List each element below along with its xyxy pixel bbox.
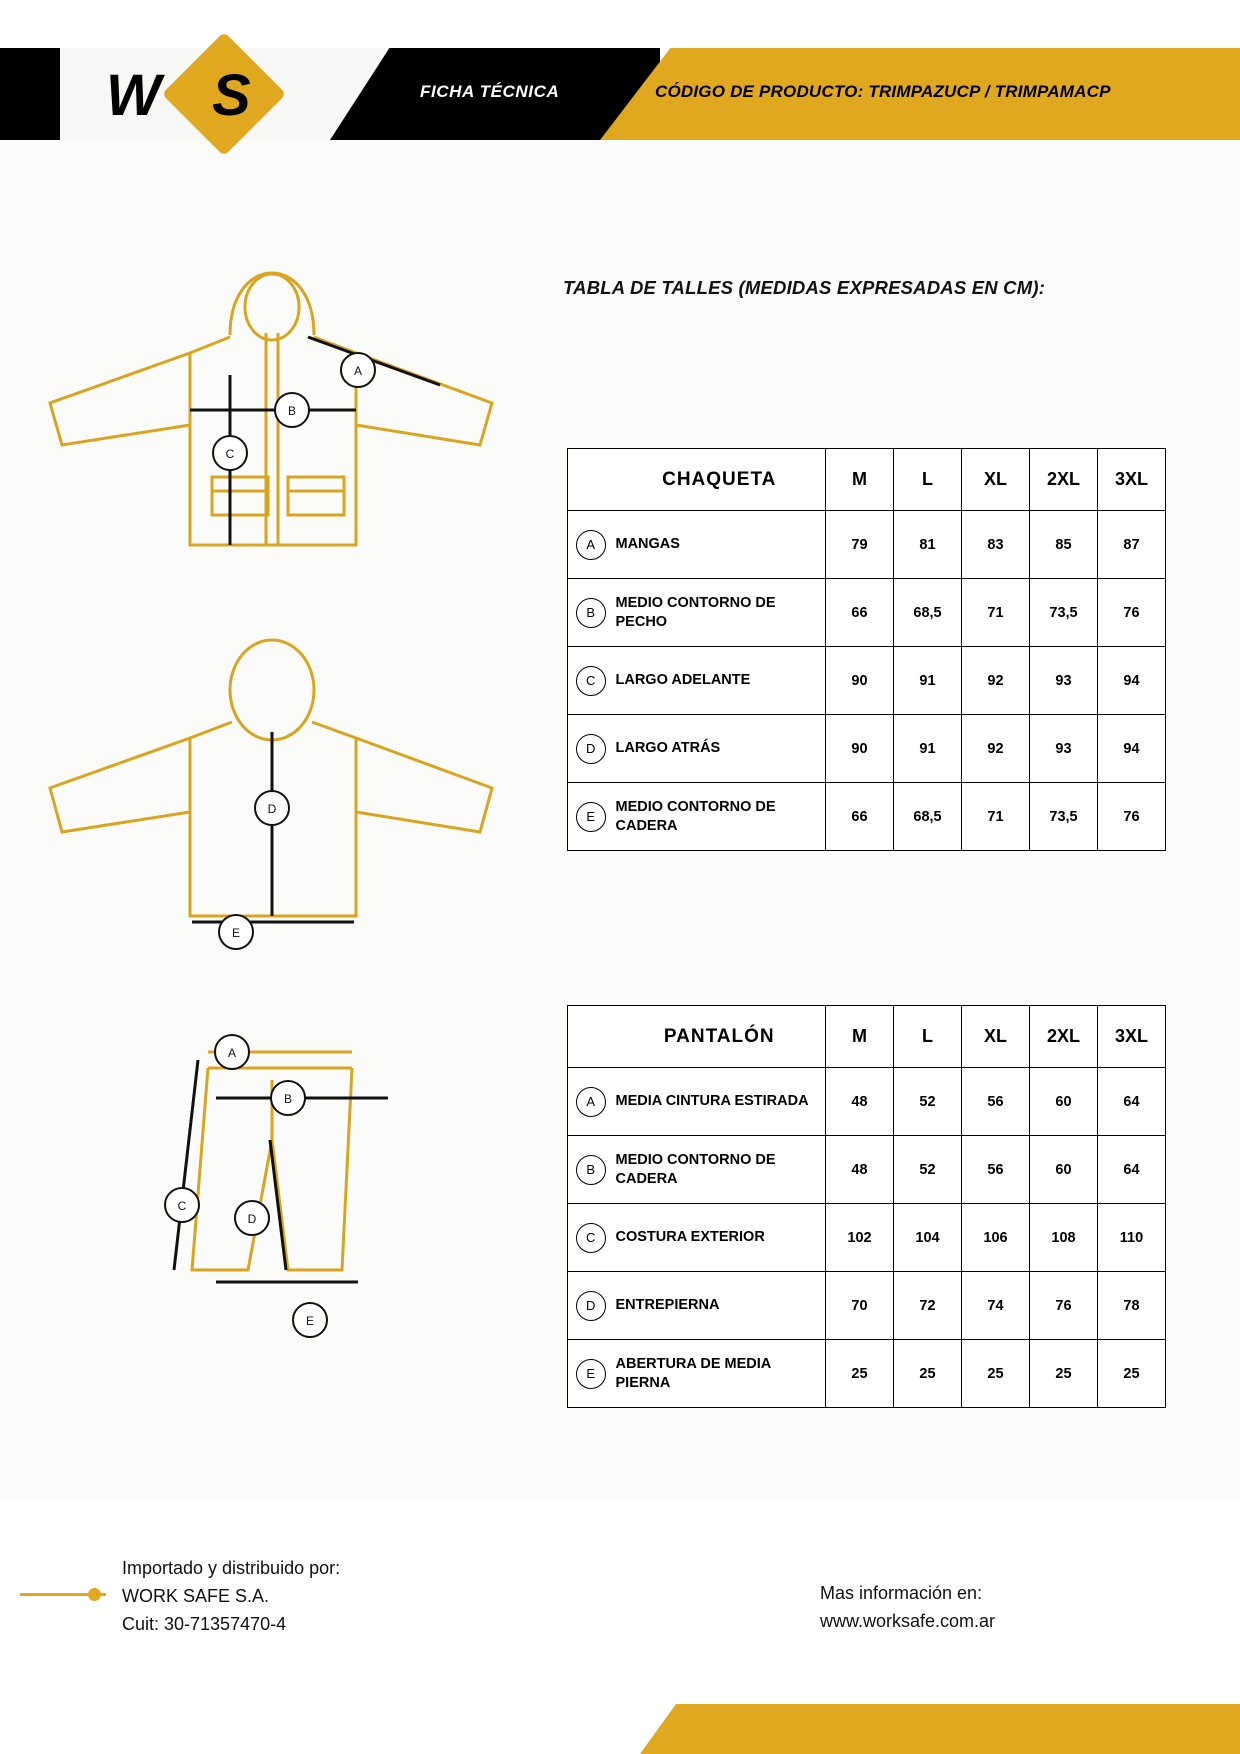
- row-ref-badge: [568, 1340, 614, 1408]
- cell-xl: 83: [962, 511, 1030, 579]
- cell-m: 90: [826, 715, 894, 783]
- cell-3xl: 110: [1098, 1204, 1166, 1272]
- cell-xl: 56: [962, 1136, 1030, 1204]
- footer-website[interactable]: www.worksafe.com.ar: [820, 1610, 996, 1631]
- size-header-m: M: [826, 1006, 894, 1068]
- footer-info-block: [820, 1580, 995, 1636]
- row-ref-badge: [568, 783, 614, 851]
- cell-3xl: 25: [1098, 1340, 1166, 1408]
- cell-l: 25: [894, 1340, 962, 1408]
- row-ref-badge: [568, 715, 614, 783]
- cell-2xl: 108: [1030, 1204, 1098, 1272]
- size-header-3xl: 3XL: [1098, 1006, 1166, 1068]
- badge-c: C: [576, 666, 606, 696]
- table-row: [568, 1272, 1166, 1340]
- size-header-2xl: 2XL: [1030, 1006, 1098, 1068]
- cell-xl: 71: [962, 579, 1030, 647]
- pants-diagram: [120, 1020, 450, 1350]
- size-table-chaqueta: [567, 448, 1166, 851]
- footer-distributor-block: [122, 1555, 340, 1639]
- table-row: [568, 647, 1166, 715]
- logo-letter-w: W: [106, 63, 159, 128]
- cell-m: 48: [826, 1136, 894, 1204]
- size-header-xl: XL: [962, 1006, 1030, 1068]
- table-title-cell: CHAQUETA: [614, 449, 826, 511]
- row-label: LARGO ATRÁS: [614, 715, 826, 783]
- cell-xl: 106: [962, 1204, 1030, 1272]
- cell-l: 72: [894, 1272, 962, 1340]
- cell-3xl: 76: [1098, 579, 1166, 647]
- row-label: MEDIO CONTORNO DE CADERA: [614, 783, 826, 851]
- footer-cuit: Cuit: 30-71357470-4: [122, 1613, 287, 1634]
- badge-e: E: [576, 802, 606, 832]
- cell-xl: 56: [962, 1068, 1030, 1136]
- size-header-l: L: [894, 1006, 962, 1068]
- size-header-xl: XL: [962, 449, 1030, 511]
- table-row: [568, 1204, 1166, 1272]
- cell-l: 104: [894, 1204, 962, 1272]
- badge-b: B: [576, 598, 606, 628]
- cell-m: 66: [826, 783, 894, 851]
- cell-l: 52: [894, 1068, 962, 1136]
- cell-3xl: 76: [1098, 783, 1166, 851]
- footer-distributor-intro: Importado y distribuido por:: [122, 1558, 341, 1578]
- row-ref-badge: [568, 1068, 614, 1136]
- badge-d: D: [576, 1291, 606, 1321]
- row-ref-badge: [568, 1136, 614, 1204]
- badge-e: E: [576, 1359, 606, 1389]
- callout-d-label: D: [267, 802, 277, 816]
- row-label: ENTREPIERNA: [614, 1272, 826, 1340]
- cell-2xl: 93: [1030, 647, 1098, 715]
- cell-2xl: 73,5: [1030, 783, 1098, 851]
- pants-callout-d-label: D: [247, 1212, 257, 1226]
- table-row: [568, 715, 1166, 783]
- cell-xl: 92: [962, 647, 1030, 715]
- table-row: [568, 511, 1166, 579]
- callout-b-label: B: [287, 404, 297, 418]
- cell-2xl: 60: [1030, 1068, 1098, 1136]
- size-header-2xl: 2XL: [1030, 449, 1098, 511]
- jacket-back-diagram: [40, 620, 500, 990]
- cell-m: 25: [826, 1340, 894, 1408]
- cell-2xl: 25: [1030, 1340, 1098, 1408]
- header-ficha-label: FICHA TÉCNICA: [420, 82, 560, 101]
- pants-callout-b-label: B: [283, 1092, 293, 1106]
- badge-a: A: [576, 1087, 606, 1117]
- footer-info-intro: Mas información en:: [820, 1583, 983, 1603]
- badge-a: A: [576, 530, 606, 560]
- cell-xl: 25: [962, 1340, 1030, 1408]
- table-header-row: [568, 449, 1166, 511]
- pants-callout-a-label: A: [227, 1046, 237, 1060]
- row-ref-badge: [568, 1272, 614, 1340]
- cell-3xl: 64: [1098, 1136, 1166, 1204]
- callout-a-label: A: [353, 364, 363, 378]
- row-ref-badge: [568, 647, 614, 715]
- size-header-3xl: 3XL: [1098, 449, 1166, 511]
- badge-c: C: [576, 1223, 606, 1253]
- cell-3xl: 78: [1098, 1272, 1166, 1340]
- header-ref-cell: [568, 449, 614, 511]
- pants-callout-e-label: E: [305, 1314, 315, 1328]
- table-row: [568, 1068, 1166, 1136]
- cell-m: 66: [826, 579, 894, 647]
- size-table-title: TABLA DE TALLES (MEDIDAS EXPRESADAS EN CM):: [563, 277, 1046, 298]
- cell-3xl: 94: [1098, 647, 1166, 715]
- jacket-front-diagram: [40, 255, 500, 595]
- row-ref-badge: [568, 1204, 614, 1272]
- cell-l: 52: [894, 1136, 962, 1204]
- cell-2xl: 93: [1030, 715, 1098, 783]
- table-row: [568, 579, 1166, 647]
- row-label: ABERTURA DE MEDIA PIERNA: [614, 1340, 826, 1408]
- cell-3xl: 64: [1098, 1068, 1166, 1136]
- brand-logo: [96, 50, 306, 138]
- row-label: LARGO ADELANTE: [614, 647, 826, 715]
- cell-2xl: 73,5: [1030, 579, 1098, 647]
- cell-l: 91: [894, 715, 962, 783]
- cell-xl: 74: [962, 1272, 1030, 1340]
- footer-accent-dot: [88, 1588, 101, 1601]
- table-header-row: [568, 1006, 1166, 1068]
- badge-b: B: [576, 1155, 606, 1185]
- cell-2xl: 85: [1030, 511, 1098, 579]
- cell-l: 91: [894, 647, 962, 715]
- table-title-cell: PANTALÓN: [614, 1006, 826, 1068]
- cell-l: 68,5: [894, 579, 962, 647]
- size-header-l: L: [894, 449, 962, 511]
- cell-xl: 92: [962, 715, 1030, 783]
- cell-l: 68,5: [894, 783, 962, 851]
- header-product-code: CÓDIGO DE PRODUCTO: TRIMPAZUCP / TRIMPAMACP: [655, 82, 1111, 101]
- table-row: [568, 1136, 1166, 1204]
- cell-3xl: 94: [1098, 715, 1166, 783]
- footer-yellow-band: [640, 1704, 1240, 1754]
- logo-letter-s: S: [212, 63, 251, 128]
- pants-callout-c-label: C: [177, 1199, 187, 1213]
- callout-e-label: E: [231, 926, 241, 940]
- cell-m: 70: [826, 1272, 894, 1340]
- cell-3xl: 87: [1098, 511, 1166, 579]
- cell-m: 48: [826, 1068, 894, 1136]
- row-label: COSTURA EXTERIOR: [614, 1204, 826, 1272]
- row-label: MEDIO CONTORNO DE PECHO: [614, 579, 826, 647]
- table-row: [568, 1340, 1166, 1408]
- row-label: MEDIO CONTORNO DE CADERA: [614, 1136, 826, 1204]
- cell-l: 81: [894, 511, 962, 579]
- footer-company-name: WORK SAFE S.A.: [122, 1585, 270, 1606]
- table-row: [568, 783, 1166, 851]
- row-label: MEDIA CINTURA ESTIRADA: [614, 1068, 826, 1136]
- header-ref-cell: [568, 1006, 614, 1068]
- callout-c-label: C: [225, 447, 235, 461]
- cell-xl: 71: [962, 783, 1030, 851]
- size-header-m: M: [826, 449, 894, 511]
- size-table-pantalon: [567, 1005, 1166, 1408]
- cell-2xl: 60: [1030, 1136, 1098, 1204]
- row-ref-badge: [568, 579, 614, 647]
- row-ref-badge: [568, 511, 614, 579]
- cell-m: 102: [826, 1204, 894, 1272]
- row-label: MANGAS: [614, 511, 826, 579]
- cell-m: 79: [826, 511, 894, 579]
- page-header: [0, 48, 1240, 140]
- cell-m: 90: [826, 647, 894, 715]
- cell-2xl: 76: [1030, 1272, 1098, 1340]
- badge-d: D: [576, 734, 606, 764]
